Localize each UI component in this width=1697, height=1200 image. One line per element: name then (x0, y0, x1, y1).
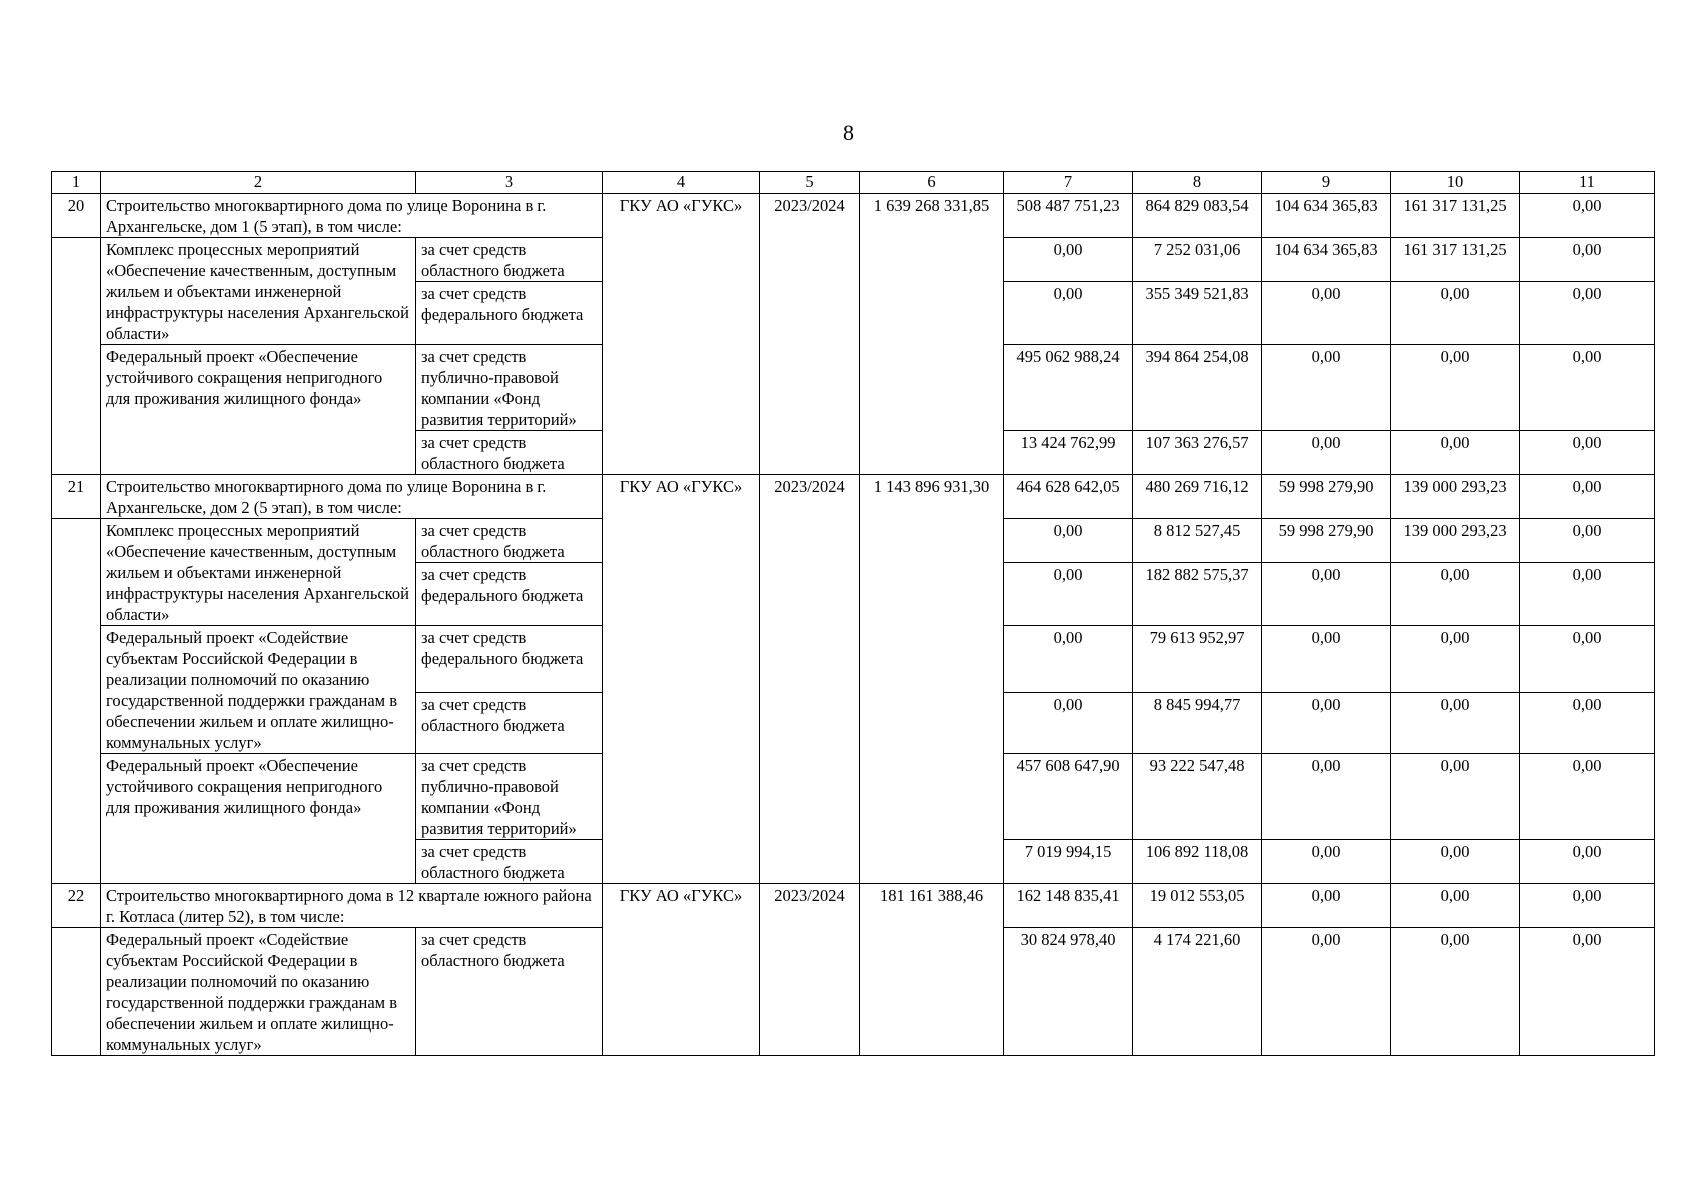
column-number: 7 (1004, 172, 1133, 194)
amount-cell: 0,00 (1262, 431, 1391, 475)
funding-source-label: за счет средств областного бюджета (416, 692, 603, 753)
program-name: Федеральный проект «Обеспечение устойчивого сокращения непригодного для проживания жилищного фонда» (101, 754, 416, 884)
amount-cell: 0,00 (1262, 692, 1391, 753)
amount-cell: 8 812 527,45 (1133, 519, 1262, 563)
amount-cell: 0,00 (1262, 563, 1391, 626)
amount-cell: 0,00 (1262, 884, 1391, 928)
amount-cell: 0,00 (1391, 884, 1520, 928)
amount-cell: 464 628 642,05 (1004, 475, 1133, 519)
amount-cell: 93 222 547,48 (1133, 754, 1262, 840)
period: 2023/2024 (760, 194, 860, 475)
column-number: 1 (52, 172, 101, 194)
funding-source-label: за счет средств областного бюджета (416, 840, 603, 884)
funding-source-label: за счет средств областного бюджета (416, 238, 603, 282)
amount-cell: 4 174 221,60 (1133, 928, 1262, 1056)
funding-source-label: за счет средств федерального бюджета (416, 626, 603, 693)
amount-cell: 0,00 (1391, 563, 1520, 626)
amount-cell: 107 363 276,57 (1133, 431, 1262, 475)
object-title: Строительство многоквартирного дома в 12 квартале южного района г. Котласа (литер 52), в том числе: (101, 884, 603, 928)
executor: ГКУ АО «ГУКС» (603, 194, 760, 475)
object-row (52, 475, 1655, 519)
object-title: Строительство многоквартирного дома по улице Воронина в г. Архангельске, дом 1 (5 этап), в том числе: (101, 194, 603, 238)
amount-cell: 7 019 994,15 (1004, 840, 1133, 884)
amount-cell: 0,00 (1520, 345, 1655, 431)
amount-cell: 0,00 (1520, 884, 1655, 928)
program-name: Федеральный проект «Содействие субъектам Российской Федерации в реализации полномочий по оказанию государственной поддержки гражданам в обеспечении жильем и оплате жилищно-коммунальных услуг» (101, 626, 416, 754)
amount-cell: 8 845 994,77 (1133, 692, 1262, 753)
amount-cell: 0,00 (1004, 692, 1133, 753)
amount-cell: 104 634 365,83 (1262, 194, 1391, 238)
amount-cell: 508 487 751,23 (1004, 194, 1133, 238)
amount-cell: 0,00 (1262, 928, 1391, 1056)
funding-source-label: за счет средств областного бюджета (416, 519, 603, 563)
total-cost: 1 639 268 331,85 (860, 194, 1004, 475)
executor: ГКУ АО «ГУКС» (603, 884, 760, 1056)
amount-cell: 104 634 365,83 (1262, 238, 1391, 282)
program-name: Комплекс процессных мероприятий «Обеспечение качественным, доступным жильем и объектами инженерной инфраструктуры населения Архангельской области» (101, 238, 416, 345)
object-title: Строительство многоквартирного дома по улице Воронина в г. Архангельске, дом 2 (5 этап), в том числе: (101, 475, 603, 519)
period: 2023/2024 (760, 884, 860, 1056)
column-number: 11 (1520, 172, 1655, 194)
amount-cell: 182 882 575,37 (1133, 563, 1262, 626)
amount-cell: 0,00 (1391, 345, 1520, 431)
column-number: 5 (760, 172, 860, 194)
amount-cell: 0,00 (1520, 754, 1655, 840)
amount-cell: 394 864 254,08 (1133, 345, 1262, 431)
amount-cell: 7 252 031,06 (1133, 238, 1262, 282)
amount-cell: 30 824 978,40 (1004, 928, 1133, 1056)
amount-cell: 0,00 (1004, 238, 1133, 282)
column-number: 2 (101, 172, 416, 194)
total-cost: 1 143 896 931,30 (860, 475, 1004, 884)
row-number: 22 (52, 884, 101, 928)
funding-source-label: за счет средств областного бюджета (416, 431, 603, 475)
amount-cell: 0,00 (1391, 692, 1520, 753)
amount-cell: 0,00 (1004, 282, 1133, 345)
amount-cell: 0,00 (1391, 431, 1520, 475)
funding-source-label: за счет средств федерального бюджета (416, 563, 603, 626)
amount-cell: 59 998 279,90 (1262, 519, 1391, 563)
amount-cell: 0,00 (1520, 563, 1655, 626)
amount-cell: 59 998 279,90 (1262, 475, 1391, 519)
amount-cell: 0,00 (1520, 626, 1655, 693)
amount-cell: 0,00 (1262, 345, 1391, 431)
amount-cell: 0,00 (1520, 928, 1655, 1056)
row-number: 21 (52, 475, 101, 519)
column-number: 8 (1133, 172, 1262, 194)
amount-cell: 0,00 (1391, 282, 1520, 345)
amount-cell: 0,00 (1262, 840, 1391, 884)
funding-source-label: за счет средств публично-правовой компании «Фонд развития территорий» (416, 754, 603, 840)
amount-cell: 19 012 553,05 (1133, 884, 1262, 928)
amount-cell: 355 349 521,83 (1133, 282, 1262, 345)
amount-cell: 139 000 293,23 (1391, 519, 1520, 563)
amount-cell: 480 269 716,12 (1133, 475, 1262, 519)
funding-source-label: за счет средств федерального бюджета (416, 282, 603, 345)
column-number: 3 (416, 172, 603, 194)
amount-cell: 0,00 (1520, 238, 1655, 282)
amount-cell: 0,00 (1520, 840, 1655, 884)
budget-table (51, 171, 1655, 1056)
amount-cell: 457 608 647,90 (1004, 754, 1133, 840)
amount-cell: 161 317 131,25 (1391, 194, 1520, 238)
amount-cell: 0,00 (1391, 754, 1520, 840)
amount-cell: 0,00 (1520, 475, 1655, 519)
amount-cell: 0,00 (1520, 692, 1655, 753)
amount-cell: 0,00 (1520, 282, 1655, 345)
amount-cell: 495 062 988,24 (1004, 345, 1133, 431)
amount-cell: 0,00 (1391, 840, 1520, 884)
column-number: 6 (860, 172, 1004, 194)
amount-cell: 0,00 (1520, 431, 1655, 475)
funding-source-label: за счет средств публично-правовой компании «Фонд развития территорий» (416, 345, 603, 431)
column-number: 10 (1391, 172, 1520, 194)
amount-cell: 0,00 (1391, 626, 1520, 693)
row-number-blank (52, 238, 101, 475)
amount-cell: 79 613 952,97 (1133, 626, 1262, 693)
amount-cell: 0,00 (1262, 754, 1391, 840)
period: 2023/2024 (760, 475, 860, 884)
column-number: 9 (1262, 172, 1391, 194)
amount-cell: 162 148 835,41 (1004, 884, 1133, 928)
program-name: Комплекс процессных мероприятий «Обеспечение качественным, доступным жильем и объектами инженерной инфраструктуры населения Архангельской области» (101, 519, 416, 626)
column-number: 4 (603, 172, 760, 194)
row-number-blank (52, 519, 101, 884)
object-row (52, 884, 1655, 928)
amount-cell: 0,00 (1262, 282, 1391, 345)
amount-cell: 864 829 083,54 (1133, 194, 1262, 238)
column-number-header-row (52, 172, 1655, 194)
page-number: 8 (843, 120, 854, 145)
amount-cell: 0,00 (1262, 626, 1391, 693)
amount-cell: 161 317 131,25 (1391, 238, 1520, 282)
program-name: Федеральный проект «Обеспечение устойчивого сокращения непригодного для проживания жилищного фонда» (101, 345, 416, 475)
row-number: 20 (52, 194, 101, 238)
amount-cell: 0,00 (1520, 194, 1655, 238)
amount-cell: 0,00 (1004, 626, 1133, 693)
total-cost: 181 161 388,46 (860, 884, 1004, 1056)
amount-cell: 0,00 (1391, 928, 1520, 1056)
object-row (52, 194, 1655, 238)
amount-cell: 139 000 293,23 (1391, 475, 1520, 519)
program-name: Федеральный проект «Содействие субъектам Российской Федерации в реализации полномочий по оказанию государственной поддержки гражданам в обеспечении жильем и оплате жилищно-коммунальных услуг» (101, 928, 416, 1056)
amount-cell: 106 892 118,08 (1133, 840, 1262, 884)
amount-cell: 0,00 (1004, 519, 1133, 563)
row-number-blank (52, 928, 101, 1056)
amount-cell: 0,00 (1004, 563, 1133, 626)
executor: ГКУ АО «ГУКС» (603, 475, 760, 884)
amount-cell: 13 424 762,99 (1004, 431, 1133, 475)
amount-cell: 0,00 (1520, 519, 1655, 563)
funding-source-label: за счет средств областного бюджета (416, 928, 603, 1056)
